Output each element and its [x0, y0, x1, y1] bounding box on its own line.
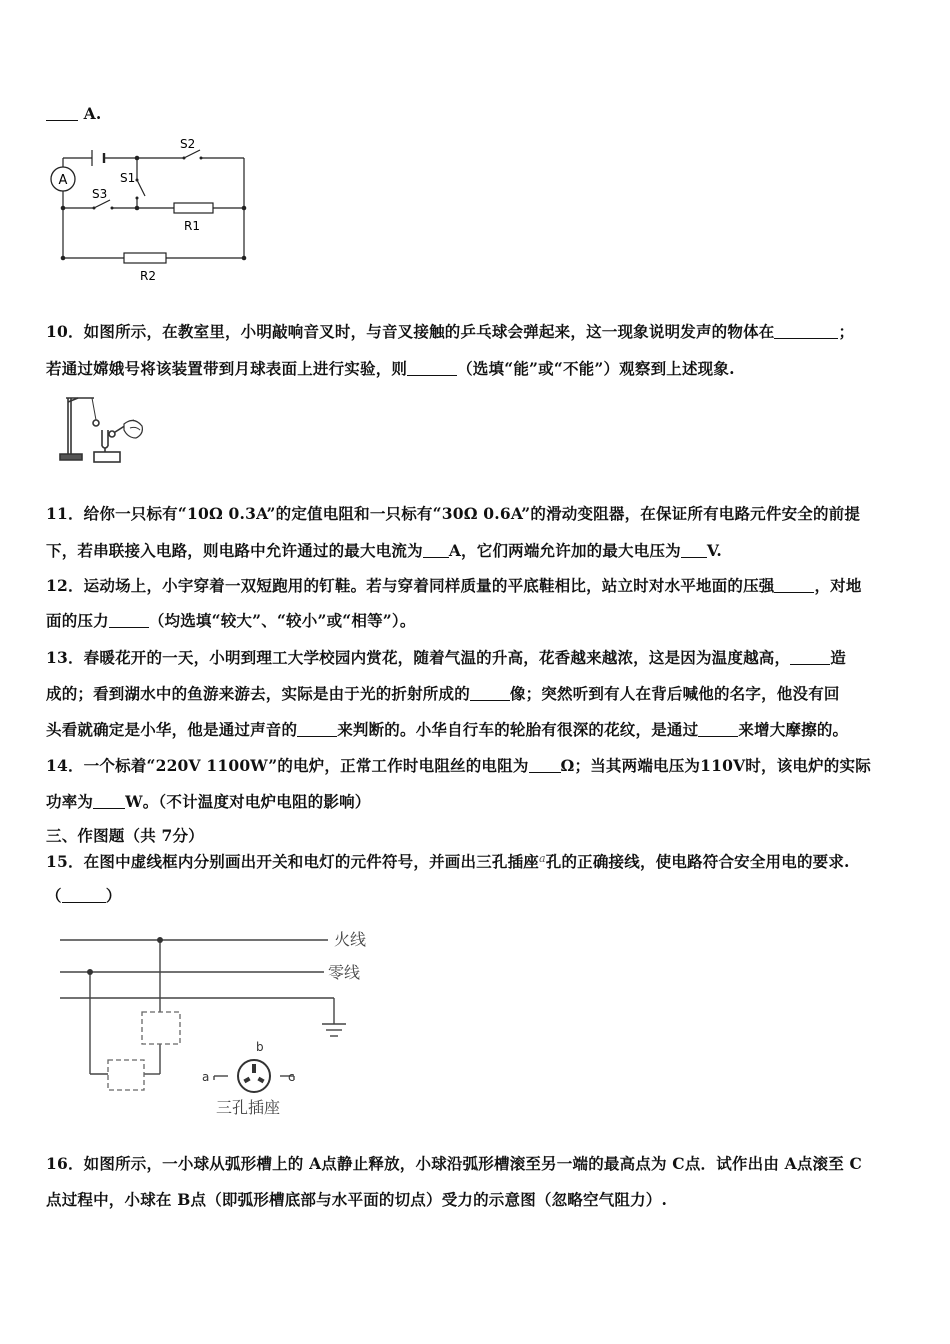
q13-text-g: 来增大摩擦的。 [738, 720, 849, 739]
q16-line2 [46, 1188, 667, 1210]
q11-line1 [46, 502, 860, 524]
blank[interactable] [407, 361, 457, 376]
blank[interactable] [790, 650, 830, 665]
label-r2: R2 [140, 269, 156, 283]
q13-text-b: 造 [830, 648, 846, 667]
switch-s1 [137, 180, 145, 196]
q14-text-b: Ω；当其两端电压为110V时，该电炉的实际 [560, 756, 871, 775]
q10-text-c: 若通过嫦娥号将该装置带到月球表面上进行实验，则 [46, 359, 408, 378]
q10-text-b: ； [838, 322, 855, 341]
q11-text-b: 下，若串联接入电路，则电路中允许通过的最大电流为 [46, 541, 423, 560]
blank[interactable] [109, 613, 149, 628]
q15-line2 [46, 884, 121, 906]
q11-text-d: V. [706, 541, 722, 560]
label-b: b [256, 1040, 264, 1054]
q14-line1 [46, 754, 871, 776]
label-r1: R1 [184, 219, 200, 233]
switch-s3 [94, 200, 110, 208]
q13-line3 [46, 718, 848, 740]
blank[interactable] [423, 543, 449, 558]
q13-text-a: 13．春暖花开的一天，小明到理工大学校园内赏花，随着气温的升高，花香越来越浓，这是因为温度越高， [46, 648, 791, 667]
q12-line1 [46, 574, 862, 596]
label-socket: 三孔插座 [216, 1098, 281, 1117]
resistor-r1 [174, 203, 213, 213]
q13-line1 [46, 646, 846, 668]
q15-text-b: 孔的正确接线，使电路符合安全用电的要求. [545, 852, 850, 871]
q13-text-c: 成的；看到湖水中的鱼游来游去，实际是由于光的折射所成的 [46, 684, 470, 703]
q14-text-a: 14．一个标着“220V 1100W”的电炉，正常工作时电阻丝的电阻为 [46, 756, 529, 775]
q13-text-d: 像；突然听到有人在背后喊他的名字，他没有回 [509, 684, 840, 703]
tuning-fork-figure [52, 390, 148, 468]
q10-text-a: 10．如图所示，在教室里，小明敲响音叉时，与音叉接触的乒乓球会弹起来，这一现象说明发声的物体在 [46, 322, 775, 341]
blank[interactable] [62, 888, 106, 903]
q15-paren-open: （ [46, 886, 62, 905]
q16-line1 [46, 1152, 862, 1174]
q12-text-a: 12．运动场上，小宇穿着一双短跑用的钉鞋。若与穿着同样质量的平底鞋相比，站立时对水平地面的压强 [46, 576, 775, 595]
label-neutral-wire: 零线 [328, 963, 361, 982]
wiring-diagram [56, 920, 396, 1130]
q16-text-a: 16．如图所示，一小球从弧形槽上的 A点静止释放，小球沿弧形槽滚至另一端的最高点为 C点．试作出由 A点滚至 C [46, 1154, 863, 1173]
blank[interactable] [297, 722, 337, 737]
q12-line2 [46, 609, 416, 631]
q13-text-f: 来判断的。小华自行车的轮胎有很深的花纹，是通过 [337, 720, 699, 739]
q10-line2 [46, 357, 735, 379]
answer-line-prev [46, 104, 101, 123]
q15-text-a: 15．在图中虚线框内分别画出开关和电灯的元件符号，并画出三孔插座 [46, 852, 539, 871]
blank[interactable] [774, 324, 838, 339]
q10-line1 [46, 320, 854, 342]
q13-text-e: 头看就确定是小华，他是通过声音的 [46, 720, 298, 739]
q14-text-c: 功率为 [46, 792, 94, 811]
blank[interactable] [470, 686, 510, 701]
blank[interactable] [698, 722, 738, 737]
switch-s2 [184, 150, 200, 158]
blank[interactable] [46, 106, 78, 121]
lamp-box-dashed[interactable] [108, 1060, 144, 1090]
resistor-r2 [124, 253, 166, 263]
q15-line1 [46, 850, 850, 872]
label-s2: S2 [180, 137, 196, 151]
q15-paren-close: ） [105, 886, 122, 905]
q13-line2 [46, 682, 840, 704]
blank[interactable] [93, 794, 125, 809]
q11-line2 [46, 539, 722, 561]
switch-box-dashed[interactable] [142, 1012, 180, 1044]
q16-text-b: 点过程中，小球在 B点（即弧形槽底部与水平面的切点）受力的示意图（忽略空气阻力）. [46, 1190, 668, 1209]
section-title [46, 824, 204, 846]
q11-text-a: 11．给你一只标有“10Ω 0.3A”的定值电阻和一只标有“30Ω 0.6A”的滑动变阻器，在保证所有电路元件安全的前提 [46, 504, 861, 523]
label-s3: S3 [92, 187, 108, 201]
blank[interactable] [681, 543, 707, 558]
q14-line2 [46, 790, 370, 812]
blank[interactable] [774, 578, 814, 593]
q11-text-c: A，它们两端允许加的最大电压为 [448, 541, 681, 560]
q12-text-c: 面的压力 [46, 611, 109, 630]
label-live-wire: 火线 [334, 930, 367, 949]
section-title-text: 三、作图题（共 7分） [46, 826, 204, 845]
blank[interactable] [529, 758, 561, 773]
circuit-diagram [44, 128, 264, 288]
q12-text-d: （均选填“较大”、“较小”或“相等”）。 [148, 611, 416, 630]
unit-text: A. [83, 104, 102, 123]
label-c: c [288, 1070, 295, 1084]
q15-tiny-a: a [538, 852, 546, 865]
label-s1: S1 [120, 171, 136, 185]
label-a: a [202, 1070, 210, 1084]
ammeter-label: A [58, 173, 68, 188]
q14-text-d: W。（不计温度对电炉电阻的影响） [125, 792, 371, 811]
q12-text-b: ，对地 [814, 576, 862, 595]
q10-text-d: （选填“能”或“不能”）观察到上述现象. [457, 359, 735, 378]
